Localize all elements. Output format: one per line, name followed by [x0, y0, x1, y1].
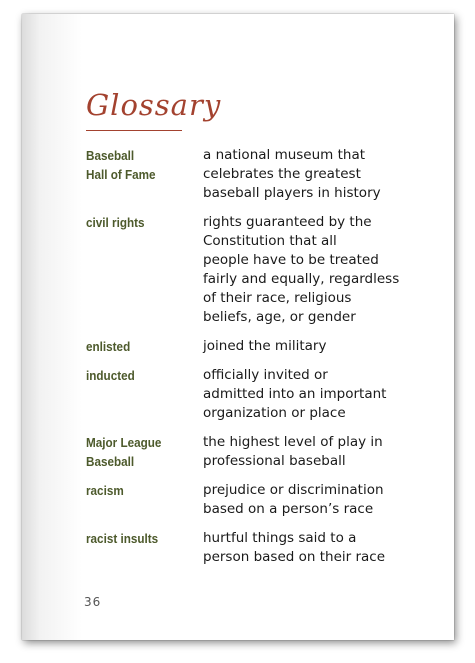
- glossary-entry: [86, 213, 406, 327]
- glossary-definition: hurtful things said to a person based on their race: [203, 530, 386, 565]
- glossary-term: Baseball Hall of Fame: [86, 148, 156, 182]
- glossary-definition: rights guaranteed by the Constitution that all people have to be treated fairly and equally, regardless of their race, religious beliefs, age, or gender: [203, 214, 400, 325]
- glossary-definition: the highest level of play in professional baseball: [203, 434, 383, 469]
- glossary-term: civil rights: [86, 215, 145, 230]
- glossary-term: racist insults: [86, 531, 159, 546]
- glossary-definition: a national museum that celebrates the greatest baseball players in history: [203, 147, 381, 201]
- glossary-title: Glossary: [86, 88, 222, 122]
- page-number: 36: [84, 595, 102, 609]
- glossary-entry: [86, 433, 406, 471]
- glossary-definition: officially invited or admitted into an important organization or place: [203, 367, 387, 421]
- glossary-term: racism: [86, 483, 124, 498]
- glossary-definition: prejudice or discrimination based on a person’s race: [203, 482, 384, 517]
- glossary-entry: [86, 337, 406, 356]
- glossary-list: [86, 146, 406, 577]
- title-underline: [86, 130, 182, 131]
- glossary-entry: [86, 366, 406, 423]
- book-page: [22, 14, 454, 640]
- glossary-definition: joined the military: [203, 338, 327, 354]
- glossary-term: Major League Baseball: [86, 435, 162, 469]
- glossary-entry: [86, 529, 406, 567]
- glossary-term: enlisted: [86, 339, 131, 354]
- glossary-entry: [86, 146, 406, 203]
- glossary-term: inducted: [86, 368, 135, 383]
- glossary-entry: [86, 481, 406, 519]
